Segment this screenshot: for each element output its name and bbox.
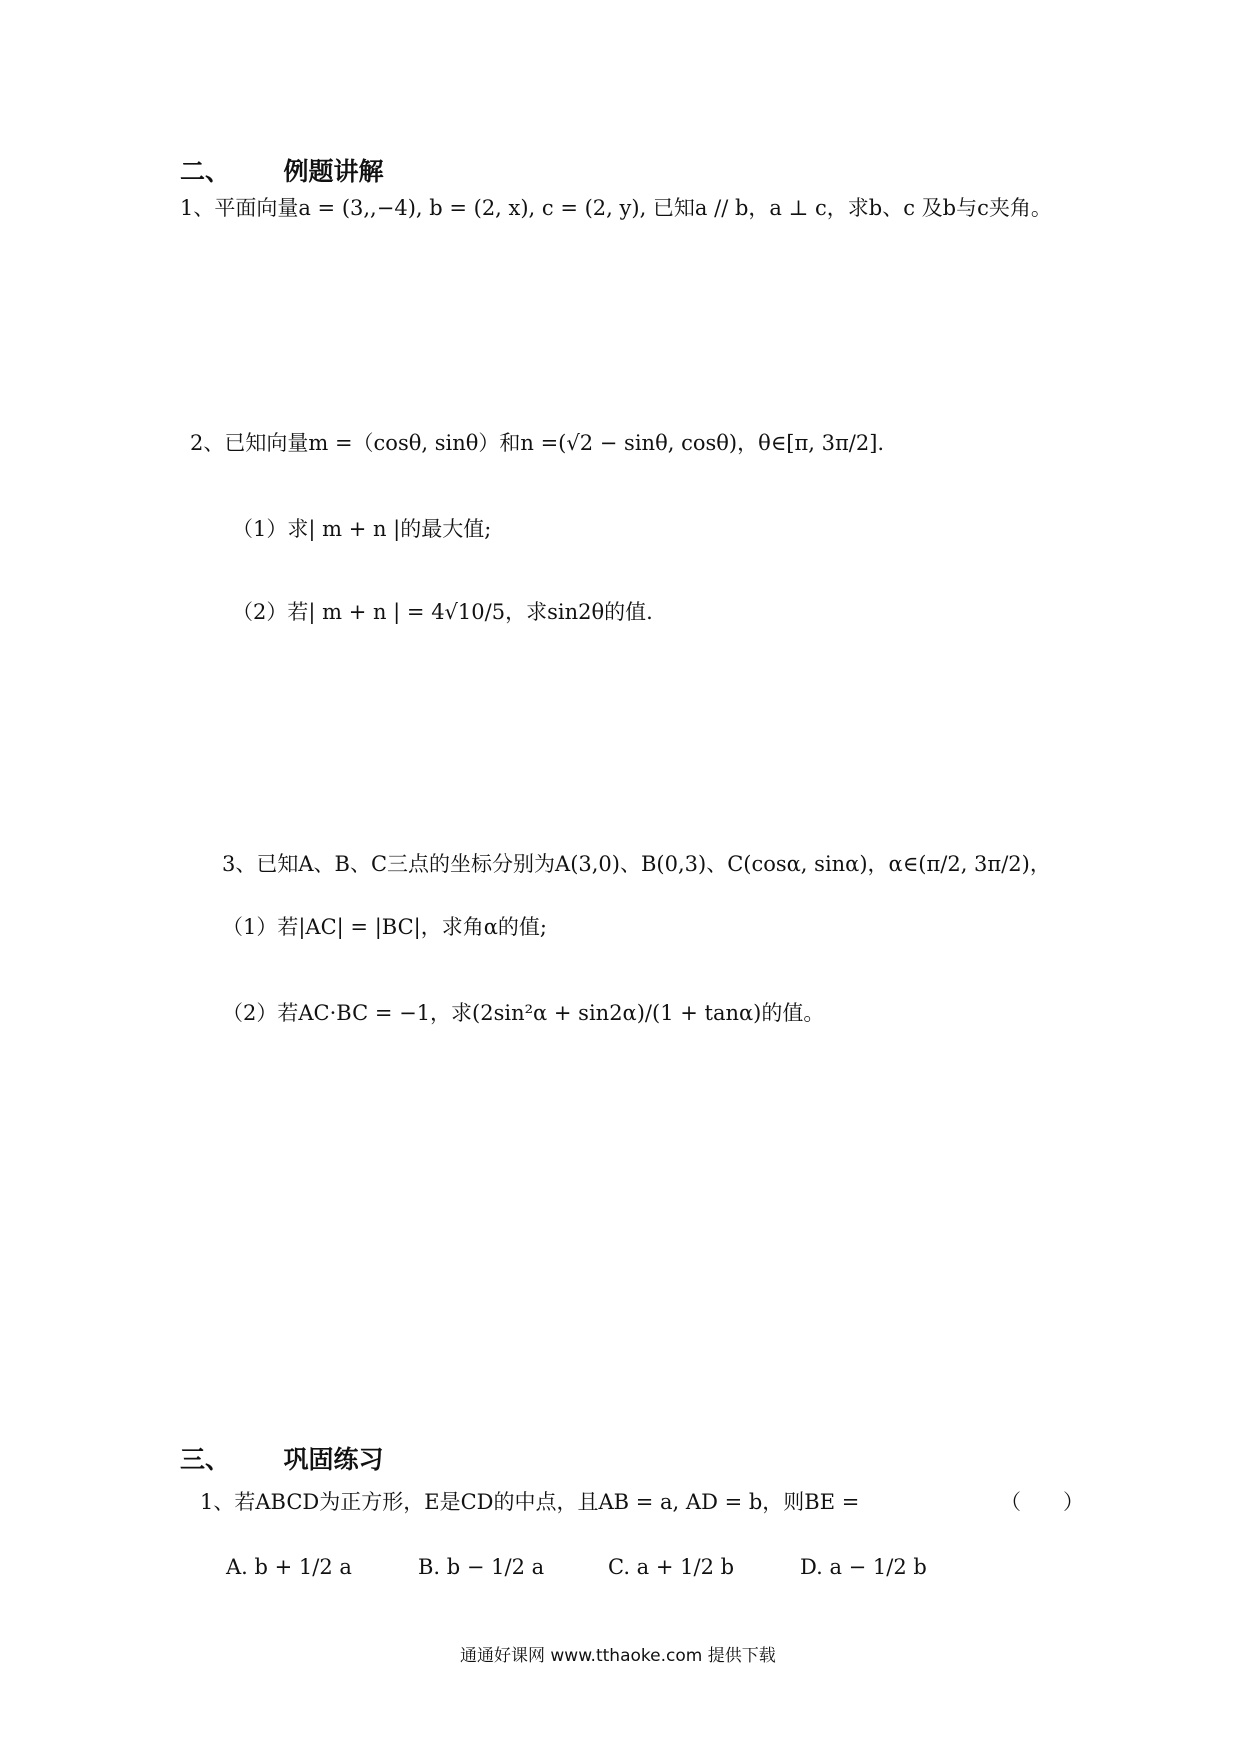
question-3-part-2: （2）若AC·BC = −1，求(2sin²α + sin2α)/(1 + tanα)的值。 (222, 1001, 825, 1025)
option-c: C. a + 1/2 b (608, 1555, 735, 1579)
question-2-part-1: （1）求| m + n |的最大值; (232, 517, 492, 541)
question-3-part-1: （1）若|AC| = |BC|，求角α的值; (222, 915, 547, 939)
option-b: B. b − 1/2 a (418, 1555, 545, 1579)
question-2-stem: 2、已知向量m =（cosθ, sinθ）和n =(√2 − sinθ, cosθ)，θ∈[π, 3π/2]. (190, 431, 885, 455)
section-title: 例题讲解 (283, 157, 384, 186)
question-1: 1、平面向量a = (3,,−4), b = (2, x), c = (2, y), 已知a // b，a ⊥ c，求b、c 及b与c夹角。 (180, 196, 1052, 220)
practice-1-stem: 1、若ABCD为正方形，E是CD的中点，且AB = a, AD = b，则BE = (200, 1490, 860, 1514)
answer-blank: （ ） (1000, 1490, 1084, 1514)
question-3-stem: 3、已知A、B、C三点的坐标分别为A(3,0)、B(0,3)、C(cosα, sinα)，α∈(π/2, 3π/2)， (222, 852, 1051, 876)
option-a: A. b + 1/2 a (226, 1555, 352, 1579)
section-number: 三、 (180, 1445, 231, 1474)
option-d: D. a − 1/2 b (800, 1555, 927, 1579)
section-number: 二、 (180, 157, 231, 186)
page-footer: 通通好课网 www.tthaoke.com 提供下载 (460, 1646, 776, 1666)
section-heading-3 (180, 1440, 383, 1476)
section-heading-2 (180, 152, 383, 188)
section-title: 巩固练习 (283, 1445, 384, 1474)
question-2-part-2: （2）若| m + n | = 4√10/5，求sin2θ的值. (232, 600, 653, 624)
